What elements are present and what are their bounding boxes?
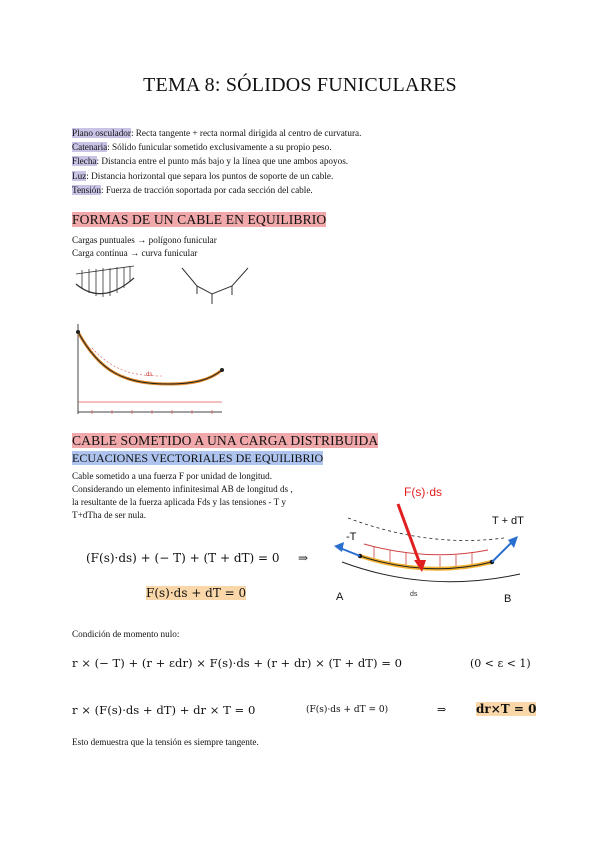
definitions-list — [72, 126, 361, 197]
section-heading-distributed — [72, 433, 378, 449]
subheading-text: ECUACIONES VECTORIALES DE EQUILIBRIO — [72, 451, 324, 465]
definition-text: : Distancia horizontal que separa los puntos de soporte de un cable. — [86, 170, 334, 181]
definition-term: Tensión — [72, 184, 101, 195]
paragraph-line: la resultante de la fuerza aplicada Fds y las tensiones - T y — [72, 497, 286, 507]
definition-term: Catenaria — [72, 142, 108, 153]
continuous-load-cable — [76, 266, 134, 297]
definition-item — [72, 126, 361, 140]
paragraph-line: Considerando un elemento infinitesimal AB de longitud ds , — [72, 484, 293, 494]
conclusion-text: Esto demuestra que la tensión es siempre tangente. — [72, 737, 259, 747]
definition-text: : Recta tangente + recta normal dirigida al centro de curvatura. — [130, 128, 362, 138]
definition-text: : Sólido funicular sometido exclusivamente a su propio peso. — [107, 142, 332, 153]
epsilon-condition: (0 < ε < 1) — [470, 657, 531, 670]
section-heading-text: CABLE SOMETIDO A UNA CARGA DISTRIBUIDA — [72, 433, 379, 448]
definition-term: Flecha — [72, 156, 97, 167]
paragraph-line: Cable sometido a una fuerza F por unidad de longitud. — [72, 471, 273, 481]
equilibrium-result — [146, 586, 246, 600]
line-point-loads: Cargas puntuales → polígono funicular — [72, 235, 217, 245]
definition-text: : Fuerza de tracción soportada por cada sección del cable. — [100, 184, 313, 195]
implies-arrow: ⇒ — [298, 551, 309, 565]
cable-shapes-figure — [72, 260, 252, 308]
section1-lines — [72, 234, 217, 260]
point-load-polygon — [182, 268, 248, 304]
tangent-result — [476, 702, 536, 716]
subheading-equations — [72, 451, 323, 466]
equilibrium-result-text: F(s)·ds + dT = 0 — [146, 586, 247, 600]
force-label: F(s)·ds — [404, 485, 442, 499]
definition-item — [72, 140, 361, 154]
equilibrium-equation: (F(s)·ds) + (− T) + (T + dT) = 0 — [86, 551, 280, 565]
point-b-label: B — [504, 593, 512, 605]
tangent-equation: r × (F(s)·ds + dT) + dr × T = 0 — [72, 703, 256, 717]
section2-paragraph — [72, 470, 322, 522]
line-continuous-load: Carga contínua → curva funicular — [72, 248, 198, 258]
section-heading-shapes — [72, 212, 326, 228]
cable-element-figure — [328, 478, 524, 608]
definition-term: Plano osculador — [72, 128, 131, 138]
moment-equation: r × (− T) + (r + εdr) × F(s)·ds + (r + dr) × (T + dT) = 0 — [72, 656, 403, 670]
definition-item — [72, 154, 361, 168]
svg-text:ds: ds — [146, 372, 153, 378]
t-plus-dt-label: T + dT — [492, 515, 524, 527]
minus-t-label: -T — [346, 531, 357, 543]
definition-text: : Distancia entre el punto más bajo y la línea que une ambos apoyos. — [96, 156, 349, 167]
paragraph-line: T+dTha de ser nula. — [72, 510, 147, 520]
section-heading-text: FORMAS DE UN CABLE EN EQUILIBRIO — [72, 212, 327, 227]
ds-label: ds — [410, 591, 418, 598]
catenary-figure — [72, 318, 227, 418]
page-title: TEMA 8: SÓLIDOS FUNICULARES — [143, 74, 457, 96]
moment-heading: Condición de momento nulo: — [72, 629, 180, 639]
definition-item — [72, 169, 361, 183]
definition-item — [72, 183, 361, 197]
equilibrium-reference: (F(s)·ds + dT = 0) — [306, 705, 389, 715]
tangent-result-text: dr×T = 0 — [476, 702, 537, 716]
implies-arrow-2: ⇒ — [437, 703, 447, 716]
definition-term: Luz — [72, 170, 87, 181]
point-a-label: A — [336, 591, 344, 603]
